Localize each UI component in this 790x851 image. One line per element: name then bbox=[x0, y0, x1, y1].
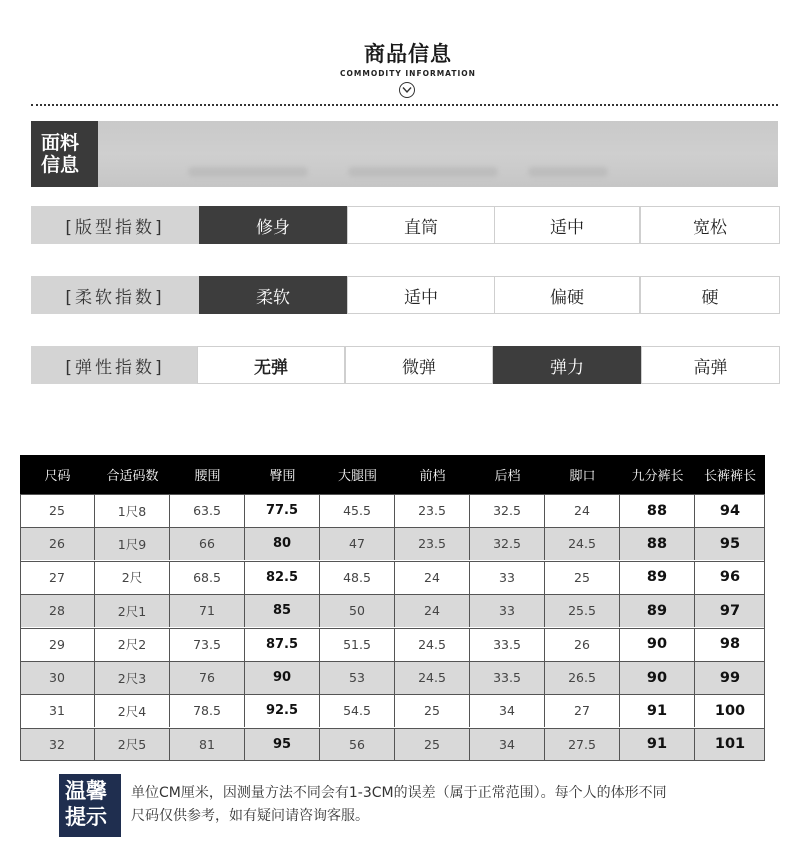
table-cell: 89 bbox=[620, 594, 695, 627]
table-cell: 2尺 bbox=[95, 561, 170, 594]
table-row bbox=[20, 527, 765, 560]
table-cell: 24.5 bbox=[395, 661, 470, 694]
table-cell: 2尺3 bbox=[95, 661, 170, 694]
tip-label-line2: 提示 bbox=[65, 805, 107, 829]
table-cell: 31 bbox=[20, 694, 95, 727]
table-header-cell: 后档 bbox=[494, 469, 521, 484]
table-header-cell: 长裤裤长 bbox=[703, 469, 756, 484]
table-cell: 25 bbox=[395, 694, 470, 727]
page-subtitle: COMMODITY INFORMATION bbox=[340, 69, 476, 78]
table-row-divider bbox=[20, 694, 765, 695]
table-header-cell: 腰围 bbox=[194, 469, 221, 484]
fabric-image-banner bbox=[98, 121, 778, 187]
table-header-cell: 九分裤长 bbox=[631, 469, 684, 484]
table-cell: 90 bbox=[620, 628, 695, 661]
table-header-cell: 合适码数 bbox=[106, 469, 159, 484]
stretch-option-stretch: 弹力 bbox=[493, 346, 641, 384]
size-table bbox=[20, 455, 765, 761]
table-header-cell: 尺码 bbox=[44, 469, 71, 484]
table-cell: 88 bbox=[620, 494, 695, 527]
table-cell: 48.5 bbox=[320, 561, 395, 594]
table-cell: 56 bbox=[320, 728, 395, 761]
table-cell: 25 bbox=[395, 728, 470, 761]
table-cell: 24 bbox=[395, 561, 470, 594]
table-cell: 27 bbox=[20, 561, 95, 594]
table-cell: 85 bbox=[245, 594, 320, 627]
table-row-divider bbox=[20, 527, 765, 528]
table-cell: 33 bbox=[470, 561, 545, 594]
table-cell: 45.5 bbox=[320, 494, 395, 527]
table-cell: 26 bbox=[545, 628, 620, 661]
table-cell: 96 bbox=[719, 569, 741, 586]
page-title: 商品信息 bbox=[364, 42, 452, 66]
table-cell: 23.5 bbox=[395, 527, 470, 560]
table-cell: 50 bbox=[320, 594, 395, 627]
tip-label-line1: 温馨 bbox=[65, 779, 107, 803]
tip-text-line1: 单位CM厘米，因测量方法不同会有1-3CM的误差（属于正常范围）。每个人的体形不同 bbox=[131, 785, 667, 801]
table-header-cell: 大腿围 bbox=[337, 469, 377, 484]
table-cell: 33.5 bbox=[470, 661, 545, 694]
table-cell: 92.5 bbox=[245, 694, 320, 727]
fabric-label-line2: 信息 bbox=[41, 154, 80, 176]
table-cell: 28 bbox=[20, 594, 95, 627]
fabric-blur-mark bbox=[188, 167, 308, 177]
table-row-divider bbox=[20, 728, 765, 729]
table-cell: 23.5 bbox=[395, 494, 470, 527]
table-cell: 24.5 bbox=[545, 527, 620, 560]
table-cell: 98 bbox=[719, 636, 741, 653]
table-cell: 26.5 bbox=[545, 661, 620, 694]
table-cell: 27 bbox=[545, 694, 620, 727]
table-cell: 1尺9 bbox=[95, 527, 170, 560]
softness-option-soft: 柔软 bbox=[199, 276, 347, 314]
fit-option-loose: 宽松 bbox=[640, 206, 780, 244]
table-row bbox=[20, 728, 765, 761]
table-cell: 100 bbox=[714, 702, 746, 719]
fit-index-row bbox=[31, 206, 778, 244]
table-cell: 78.5 bbox=[170, 694, 245, 727]
table-row bbox=[20, 494, 765, 527]
table-row-divider bbox=[20, 594, 765, 595]
softness-option-firm: 偏硬 bbox=[494, 276, 640, 314]
fit-option-straight: 直筒 bbox=[347, 206, 495, 244]
table-row-divider bbox=[20, 561, 765, 562]
table-header-cell: 脚口 bbox=[569, 469, 596, 484]
table-cell: 80 bbox=[245, 527, 320, 560]
table-cell: 53 bbox=[320, 661, 395, 694]
table-cell: 94 bbox=[719, 502, 741, 519]
table-cell: 90 bbox=[620, 661, 695, 694]
table-cell: 30 bbox=[20, 661, 95, 694]
table-cell: 82.5 bbox=[245, 561, 320, 594]
softness-index-row bbox=[31, 276, 778, 314]
table-cell: 73.5 bbox=[170, 628, 245, 661]
table-cell: 24 bbox=[545, 494, 620, 527]
table-cell: 90 bbox=[245, 661, 320, 694]
table-cell: 27.5 bbox=[545, 728, 620, 761]
table-cell: 47 bbox=[320, 527, 395, 560]
table-cell: 2尺4 bbox=[95, 694, 170, 727]
fit-index-label: [版型指数] bbox=[31, 206, 199, 244]
table-cell: 32.5 bbox=[470, 527, 545, 560]
table-cell: 25 bbox=[545, 561, 620, 594]
stretch-option-slight: 微弹 bbox=[345, 346, 493, 384]
table-cell: 91 bbox=[620, 728, 695, 761]
table-cell: 87.5 bbox=[245, 628, 320, 661]
softness-option-hard: 硬 bbox=[640, 276, 780, 314]
table-row-divider bbox=[20, 661, 765, 662]
table-cell: 24.5 bbox=[395, 628, 470, 661]
table-cell: 32.5 bbox=[470, 494, 545, 527]
stretch-option-none: 无弹 bbox=[197, 346, 345, 384]
table-cell: 24 bbox=[395, 594, 470, 627]
table-cell: 77.5 bbox=[245, 494, 320, 527]
table-cell: 81 bbox=[170, 728, 245, 761]
table-cell: 95 bbox=[719, 535, 741, 552]
table-cell: 88 bbox=[620, 527, 695, 560]
tip-text bbox=[131, 782, 771, 828]
table-header bbox=[20, 455, 765, 494]
table-cell: 99 bbox=[719, 669, 741, 686]
table-cell: 1尺8 bbox=[95, 494, 170, 527]
stretch-option-high: 高弹 bbox=[641, 346, 780, 384]
table-header-cell: 前档 bbox=[419, 469, 446, 484]
table-cell: 2尺2 bbox=[95, 628, 170, 661]
tip-text-line2: 尺码仅供参考，如有疑问请咨询客服。 bbox=[131, 808, 369, 824]
table-cell: 89 bbox=[620, 561, 695, 594]
table-cell: 33.5 bbox=[470, 628, 545, 661]
table-row bbox=[20, 561, 765, 594]
fabric-label-box bbox=[31, 121, 98, 187]
table-cell: 101 bbox=[714, 736, 746, 753]
softness-index-label: [柔软指数] bbox=[31, 276, 199, 314]
table-cell: 54.5 bbox=[320, 694, 395, 727]
fabric-label-line1: 面料 bbox=[41, 132, 80, 154]
table-cell: 66 bbox=[170, 527, 245, 560]
fit-option-slim: 修身 bbox=[199, 206, 347, 244]
table-cell: 95 bbox=[245, 728, 320, 761]
table-cell: 25 bbox=[20, 494, 95, 527]
table-cell: 68.5 bbox=[170, 561, 245, 594]
table-row bbox=[20, 661, 765, 694]
fit-option-regular: 适中 bbox=[494, 206, 640, 244]
table-cell: 33 bbox=[470, 594, 545, 627]
table-cell: 91 bbox=[620, 694, 695, 727]
table-cell: 63.5 bbox=[170, 494, 245, 527]
table-cell: 25.5 bbox=[545, 594, 620, 627]
table-cell: 2尺5 bbox=[95, 728, 170, 761]
stretch-index-row bbox=[31, 346, 778, 384]
table-cell: 76 bbox=[170, 661, 245, 694]
table-cell: 71 bbox=[170, 594, 245, 627]
table-cell: 34 bbox=[470, 728, 545, 761]
fabric-blur-mark bbox=[348, 167, 498, 177]
dotted-divider bbox=[31, 104, 778, 106]
tip-label-box bbox=[59, 774, 121, 837]
table-header-cell: 臀围 bbox=[269, 469, 296, 484]
table-row-divider bbox=[20, 628, 765, 629]
stretch-index-label: [弹性指数] bbox=[31, 346, 199, 384]
table-cell: 26 bbox=[20, 527, 95, 560]
table-cell: 32 bbox=[20, 728, 95, 761]
table-cell: 29 bbox=[20, 628, 95, 661]
table-cell: 51.5 bbox=[320, 628, 395, 661]
fabric-blur-mark bbox=[528, 167, 608, 177]
table-cell: 34 bbox=[470, 694, 545, 727]
table-row bbox=[20, 694, 765, 727]
table-row bbox=[20, 594, 765, 627]
table-row bbox=[20, 628, 765, 661]
chevron-down-icon bbox=[399, 82, 415, 98]
table-cell: 2尺1 bbox=[95, 594, 170, 627]
softness-option-medium: 适中 bbox=[347, 276, 495, 314]
table-cell: 97 bbox=[719, 602, 741, 619]
